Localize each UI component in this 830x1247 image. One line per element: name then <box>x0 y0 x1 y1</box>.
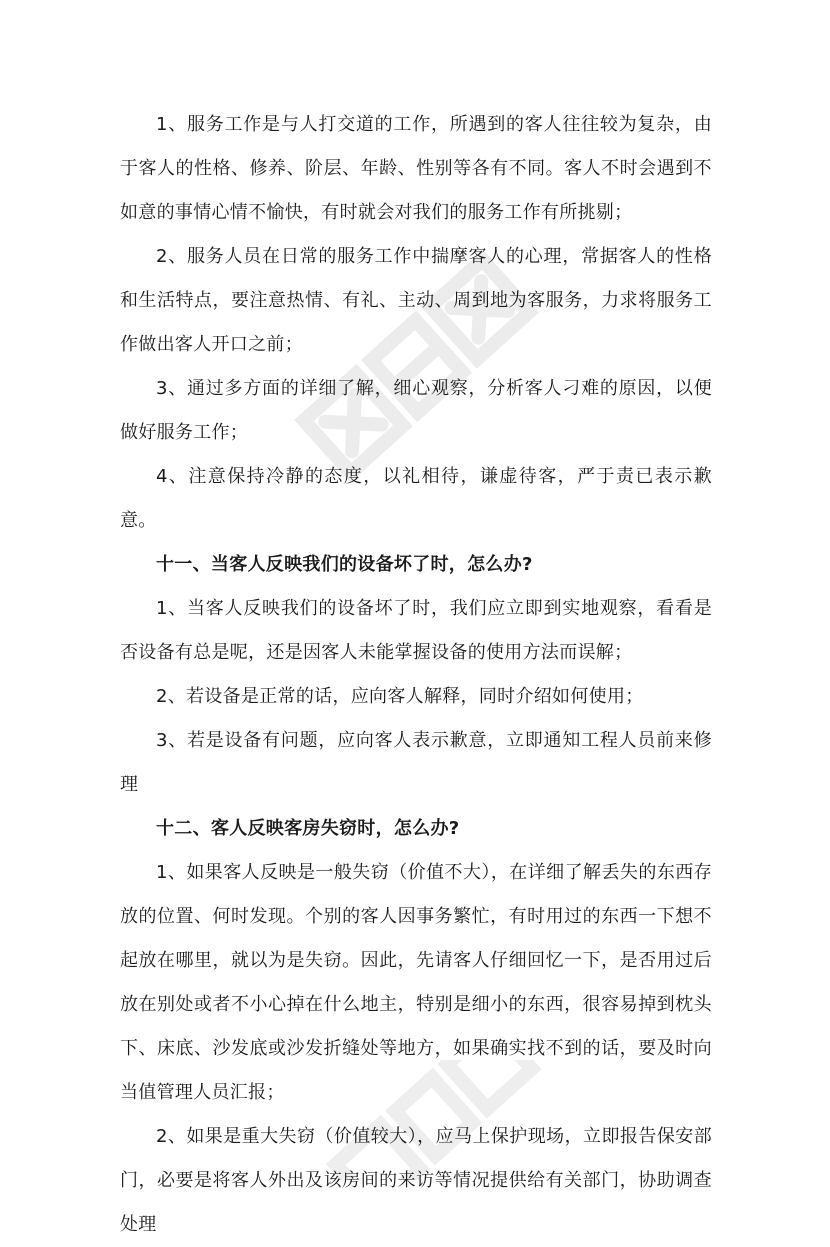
paragraph-8: 1、如果客人反映是一般失窃（价值不大），在详细了解丢失的东西存放的位置、何时发现。个别的客人因事务繁忙，有时用过的东西一下想不起放在哪里，就以为是失窃。因此，先请客人仔细回忆一下，是否用过后放在别处或者不小心掉在什么地主，特别是细小的东西，很容易掉到枕头下、床底、沙发底或沙发折缝处等地方，如果确实找不到的话，要及时向当值管理人员汇报； <box>120 862 712 1103</box>
section-heading-12: 十二、客人反映客房失窃时，怎么办? <box>156 818 460 839</box>
paragraph-3: 3、通过多方面的详细了解，细心观察，分析客人刁难的原因，以便做好服务工作； <box>120 378 712 443</box>
paragraph-2: 2、服务人员在日常的服务工作中揣摩客人的心理，常据客人的性格和生活特点，要注意热情、有礼、主动、周到地为客服务，力求将服务工作做出客人开口之前； <box>120 246 712 355</box>
paragraph-1: 1、服务工作是与人打交道的工作，所遇到的客人往往较为复杂，由于客人的性格、修养、阶层、年龄、性别等各有不同。客人不时会遇到不如意的事情心情不愉快，有时就会对我们的服务工作有所挑剔； <box>120 114 712 223</box>
document-body <box>120 103 712 1247</box>
section-heading-11: 十一、当客人反映我们的设备坏了时，怎么办? <box>156 554 533 575</box>
paragraph-9: 2、如果是重大失窃（价值较大），应马上保护现场，立即报告保安部门，必要是将客人外出及该房间的来访等情况提供给有关部门，协助调查处理 <box>120 1126 712 1235</box>
paragraph-6: 2、若设备是正常的话，应向客人解释，同时介绍如何使用； <box>156 686 644 707</box>
paragraph-5: 1、当客人反映我们的设备坏了时，我们应立即到实地观察，看看是否设备有总是呢，还是因客人未能掌握设备的使用方法而误解； <box>120 598 712 663</box>
paragraph-4: 4、注意保持冷静的态度，以礼相待，谦虚待客，严于责已表示歉意。 <box>120 466 712 531</box>
paragraph-7: 3、若是设备有问题，应向客人表示歉意，立即通知工程人员前来修理 <box>120 730 712 795</box>
